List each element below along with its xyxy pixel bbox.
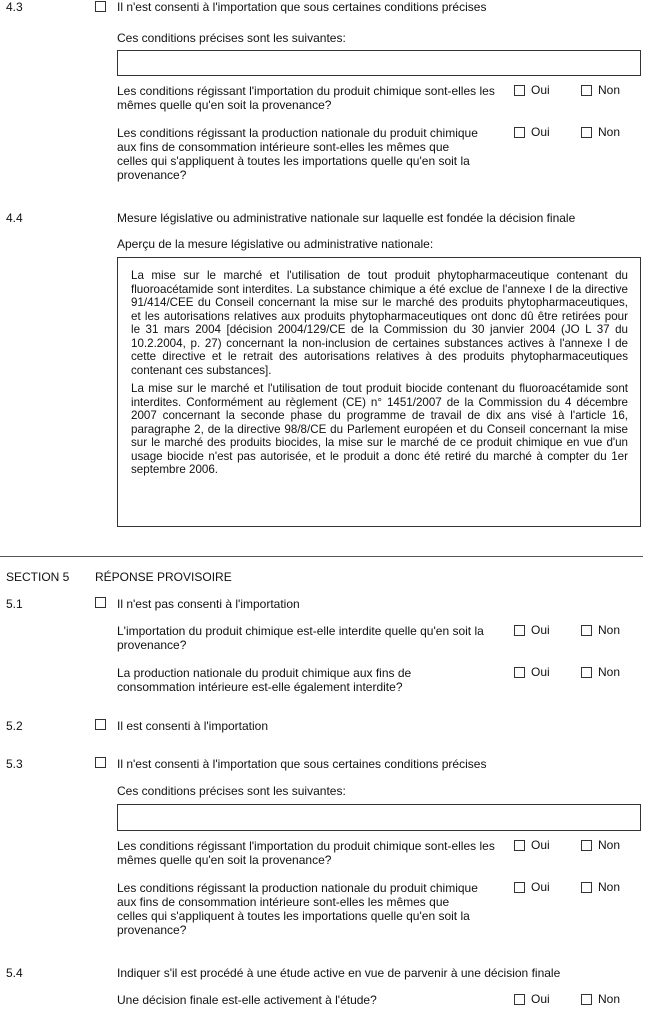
measure-overview-label: Aperçu de la mesure législative ou administrative nationale: <box>117 237 434 251</box>
yes-label: Oui <box>531 838 550 852</box>
question-import-banned: L'importation du produit chimique est-elle interdite quelle qu'en soit la provenance? <box>117 624 484 652</box>
yes-checkbox[interactable] <box>514 127 525 138</box>
no-option[interactable] <box>581 880 620 894</box>
yes-checkbox[interactable] <box>514 994 525 1005</box>
yes-label: Oui <box>531 665 550 679</box>
no-checkbox[interactable] <box>581 994 592 1005</box>
no-option[interactable] <box>581 83 620 97</box>
yes-checkbox[interactable] <box>514 667 525 678</box>
no-label: Non <box>598 880 621 894</box>
yes-checkbox[interactable] <box>514 85 525 96</box>
question-production-conditions: Les conditions régissant la production nationale du produit chimique aux fins de consommation intérieure sont-elles les mêmes que celles qui s'appliquent à toutes les importations quelle qu'en soit la provenance? <box>117 881 478 937</box>
no-checkbox[interactable] <box>581 127 592 138</box>
measure-paragraph-biocide: La mise sur le marché et l'utilisation de tout produit biocide contenant du fluoroacétamide sont interdites. Conformément au règlement (CE) n° 1451/2007 de la Commission du 4 décembre 2007 concernant la seconde phase du programme de travail de dix ans visé à l'article 16, paragraphe 2, de la directive 98/8/CE du Parlement européen et du Conseil concernant la mise sur le marché des produits biocides, la mise sur le marché de ce produit chimique en vue d'un usage biocide n'est pas autorisée, et le produit a donc été retiré du marché à compter du 1er septembre 2006. <box>131 382 628 476</box>
yes-option[interactable] <box>514 623 550 637</box>
yes-option[interactable] <box>514 992 550 1006</box>
yes-option[interactable] <box>514 838 550 852</box>
option-label: Il n'est consenti à l'importation que sous certaines conditions précises <box>117 757 487 771</box>
question-production-banned: La production nationale du produit chimique aux fins de consommation intérieure est-elle également interdite? <box>117 666 412 694</box>
checkbox-conditional-import[interactable] <box>95 757 106 768</box>
checkbox-import-allowed[interactable] <box>95 719 106 730</box>
conditions-field[interactable] <box>117 50 641 76</box>
question-final-decision: Une décision finale est-elle activement à l'étude? <box>117 993 377 1007</box>
yes-checkbox[interactable] <box>514 882 525 893</box>
option-label: Il n'est pas consenti à l'importation <box>117 597 300 611</box>
conditions-label: Ces conditions précises sont les suivantes: <box>117 31 346 45</box>
yes-option[interactable] <box>514 665 550 679</box>
no-option[interactable] <box>581 838 620 852</box>
no-label: Non <box>598 838 621 852</box>
checkbox-no-import[interactable] <box>95 597 106 608</box>
study-title: Indiquer s'il est procédé à une étude active en vue de parvenir à une décision finale <box>117 966 561 980</box>
conditions-label: Ces conditions précises sont les suivantes: <box>117 784 346 798</box>
question-import-conditions: Les conditions régissant l'importation du produit chimique sont-elles les mêmes quelle qu'en soit la provenance? <box>117 839 495 867</box>
no-option[interactable] <box>581 992 620 1006</box>
question-production-conditions: Les conditions régissant la production nationale du produit chimique aux fins de consommation intérieure sont-elles les mêmes que celles qui s'appliquent à toutes les importations quelle qu'en soit la provenance? <box>117 126 478 182</box>
yes-label: Oui <box>531 623 550 637</box>
yes-checkbox[interactable] <box>514 625 525 636</box>
checkbox-conditional-import[interactable] <box>95 1 106 12</box>
no-option[interactable] <box>581 665 620 679</box>
yes-label: Oui <box>531 125 550 139</box>
yes-option[interactable] <box>514 83 550 97</box>
section-label: SECTION 5 <box>6 570 70 584</box>
section-number: 4.4 <box>6 211 23 225</box>
section-number: 5.4 <box>6 966 23 980</box>
question-import-conditions: Les conditions régissant l'importation du produit chimique sont-elles les mêmes quelle qu'en soit la provenance? <box>117 84 495 112</box>
no-option[interactable] <box>581 623 620 637</box>
option-label: Il est consenti à l'importation <box>117 719 269 733</box>
section-title: RÉPONSE PROVISOIRE <box>95 570 232 584</box>
no-option[interactable] <box>581 125 620 139</box>
section-divider <box>0 556 643 557</box>
no-checkbox[interactable] <box>581 625 592 636</box>
no-label: Non <box>598 992 621 1006</box>
conditions-field[interactable] <box>117 804 641 831</box>
no-checkbox[interactable] <box>581 840 592 851</box>
yes-label: Oui <box>531 880 550 894</box>
no-label: Non <box>598 665 621 679</box>
yes-label: Oui <box>531 83 550 97</box>
no-checkbox[interactable] <box>581 882 592 893</box>
measure-paragraph-phyto: La mise sur le marché et l'utilisation de tout produit phytopharmaceutique contenant du fluoroacétamide sont interdites. La substance chimique a été exclue de l'annexe I de la directive 91/414/CEE du Conseil concernant la mise sur le marché des produits phytopharmaceutiques, et les autorisations relatives aux produits phytopharmaceutiques ont donc dû être retirées pour le 31 mars 2004 [décision 2004/129/CE de la Commission du 30 janvier 2004 (JO L 37 du 10.2.2004, p. 27) concernant la non-inclusion de certaines substances actives à l'annexe I de cette directive et le retrait des autorisations relatives à des produits phytopharmaceutiques contenant ces substances]. <box>131 269 628 377</box>
yes-checkbox[interactable] <box>514 840 525 851</box>
section-number: 4.3 <box>6 0 23 14</box>
option-label: Il n'est consenti à l'importation que sous certaines conditions précises <box>117 0 487 14</box>
section-number: 5.3 <box>6 757 23 771</box>
no-label: Non <box>598 83 621 97</box>
yes-option[interactable] <box>514 125 550 139</box>
section-number: 5.1 <box>6 597 23 611</box>
section-number: 5.2 <box>6 719 23 733</box>
measure-title: Mesure législative ou administrative nationale sur laquelle est fondée la décision finale <box>117 211 576 225</box>
yes-option[interactable] <box>514 880 550 894</box>
no-checkbox[interactable] <box>581 85 592 96</box>
yes-label: Oui <box>531 992 550 1006</box>
no-checkbox[interactable] <box>581 667 592 678</box>
no-label: Non <box>598 623 621 637</box>
measure-overview-box <box>117 257 641 527</box>
no-label: Non <box>598 125 621 139</box>
